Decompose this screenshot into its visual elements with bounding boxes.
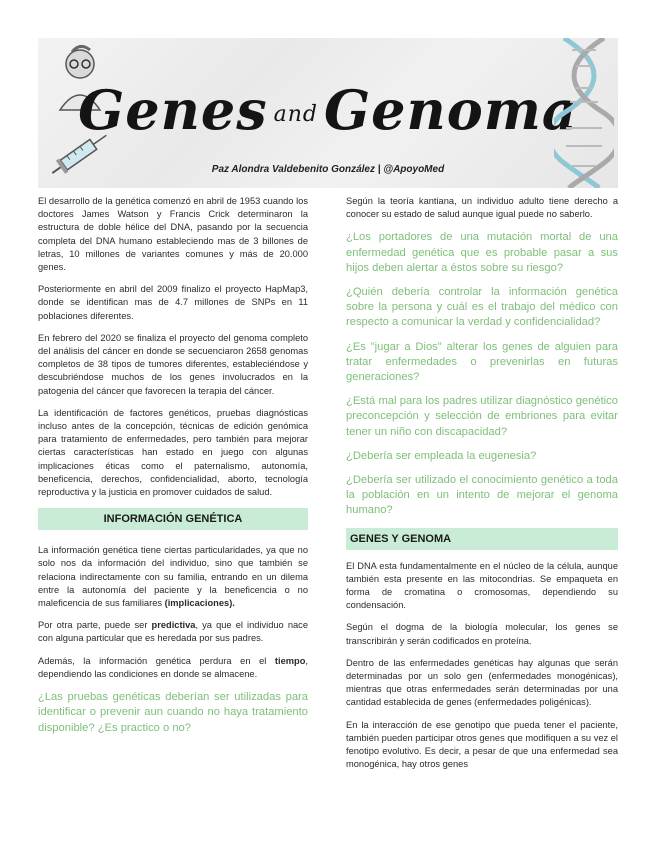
ethics-question: ¿Es "jugar a Dios" alterar los genes de alguien para tratar enfermedades o prevenirlas en futuras generaciones? [346, 340, 618, 384]
paragraph: Según el dogma de la biología molecular, los genes se transcribirán y serán codificados en proteína. [346, 622, 618, 646]
author-byline: Paz Alondra Valdebenito González | @ApoyoMed [211, 164, 445, 175]
ethics-question: ¿Los portadores de una mutación mortal de una enfermedad genética que es probable pasar a sus hijos deben alertar a éstos sobre su riesgo? [346, 231, 618, 274]
ethics-question: ¿Quién debería controlar la información genética sobre la persona y cuál es el trabajo del médico con respecto a comunicar la verdad y confidencialidad? [346, 286, 618, 329]
ethics-question: ¿Debería ser empleada la eugenesia? [346, 449, 537, 462]
section-heading-informacion-genetica: INFORMACIÓN GENÉTICA [38, 508, 308, 530]
page-title: Genes and Genoma [78, 78, 578, 142]
paragraph: Según la teoría kantiana, un individuo adulto tiene derecho a conocer su estado de salud aunque igual puede no saberlo. [346, 196, 618, 220]
ethics-question: ¿Las pruebas genéticas deberían ser utilizadas para identificar o prevenir aun cuando no haya tratamiento disponible? ¿Es practico o no? [38, 691, 308, 734]
paragraph: El DNA esta fundamentalmente en el núcleo de la célula, aunque también esta presente en las mitocondrias. Se empaqueta en forma de cromatina o cromosomas, dependiendo su condensación. [346, 560, 618, 611]
right-column [346, 195, 618, 781]
ethics-question: ¿Debería ser utilizado el conocimiento genético a toda la población en un intento de mejorar el genoma humano? [346, 474, 618, 517]
paragraph: Además, la información genética perdura en el tiempo, dependiendo las condiciones en donde se almacene. [38, 655, 308, 679]
paragraph: En la interacción de ese genotipo que pueda tener el paciente, también pueden participar otros genes que modifiquen a su vez el fenotipo evolutivo. Es decir, a pesar de que una enfermedad sea monogénica, hay otros genes [346, 719, 618, 770]
left-column [38, 195, 308, 745]
header-banner [38, 38, 618, 188]
paragraph: La identificación de factores genéticos, pruebas diagnósticas incluso antes de la concepción, técnicas de edición genómica para tratamiento de enfermedades, pero también para mejorar ciertas características han estado en juego con algunas implicaciones éticas como el paternalismo, autonomía, beneficencia, derechos, confidencialidad, aborto, tecnología reproductiva y la justicia en promover cuidados de salud. [38, 407, 308, 498]
paragraph: En febrero del 2020 se finaliza el proyecto del genoma completo del análisis del cáncer en donde se secuenciaron 2658 genomas completos de 38 tipos de tumores diferentes, estableciéndose y descubriéndose muchos de los genes involucrados en la patogenia del cáncer que favorecen la terapia del cáncer. [38, 332, 308, 396]
paragraph: El desarrollo de la genética comenzó en abril de 1953 cuando los doctores James Watson y Francis Crick determinaron la estructura de doble hélice del DNA, pasando por la secuencia completa del DNA humano estableciendo mas de 3 billones de letras, 10 millones de variantes comunes y más de 20.000 genes. [38, 196, 308, 273]
ethics-question: ¿Está mal para los padres utilizar diagnóstico genético preconcepción y selección de embriones para evitar tener un niño con discapacidad? [346, 395, 618, 438]
dna-helix-icon [554, 38, 614, 188]
section-heading-genes-y-genoma: GENES Y GENOMA [346, 528, 618, 550]
paragraph: Por otra parte, puede ser predictiva, ya que el individuo nace con alguna particular que es heredada por sus padres. [38, 620, 308, 644]
paragraph: Posteriormente en abril del 2009 finalizo el proyecto HapMap3, donde se identifican mas de 4.7 millones de SNPs en 11 poblaciones diferentes. [38, 284, 308, 321]
paragraph: La información genética tiene ciertas particularidades, ya que no solo nos da información del individuo, sino que también se relaciona indirectamente con su familia, entrando en un dilema entre la autonomía del paciente y la beneficencia o no maleficencia de sus familiares (implicaciones). [38, 545, 308, 609]
paragraph: Dentro de las enfermedades genéticas hay algunas que serán determinadas por un solo gen (enfermedades monogénicas), mientras que otras enfermedades serán determinadas por una cantidad establecida de genes (enfermedades poligénicas). [346, 657, 618, 708]
